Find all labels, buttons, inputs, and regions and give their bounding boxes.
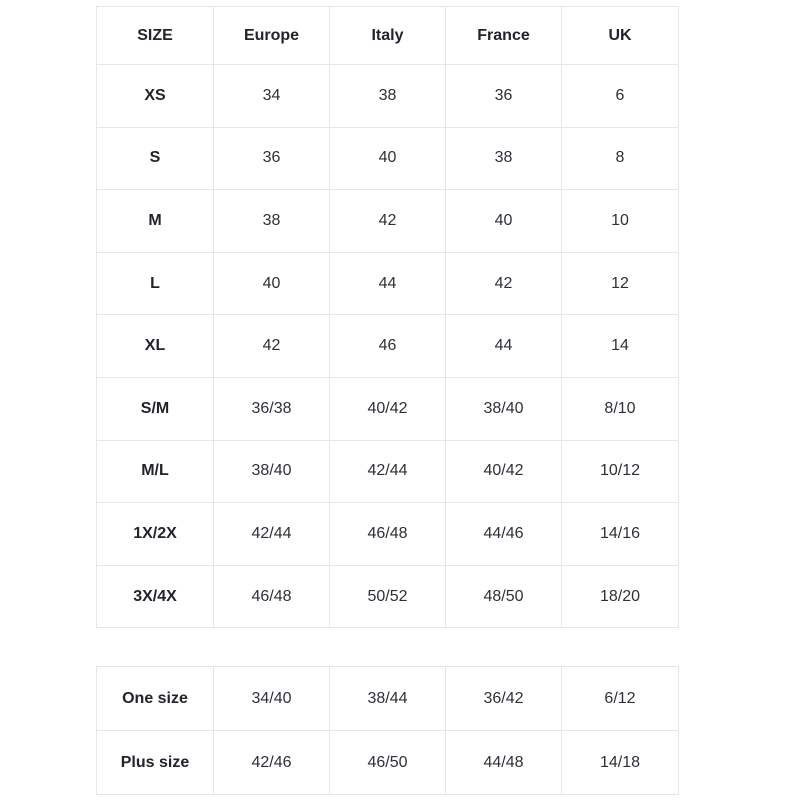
cell-uk: 12 [562, 252, 679, 315]
cell-uk: 18/20 [562, 565, 679, 628]
row-label: One size [97, 667, 214, 731]
column-header-italy: Italy [330, 7, 446, 65]
cell-italy: 46 [330, 315, 446, 378]
column-header-uk: UK [562, 7, 679, 65]
table-row [97, 252, 679, 315]
table-row [97, 440, 679, 503]
cell-france: 36/42 [446, 667, 562, 731]
row-label: S [97, 127, 214, 190]
table-row [97, 65, 679, 128]
cell-europe: 36/38 [214, 377, 330, 440]
cell-uk: 14/18 [562, 731, 679, 795]
cell-uk: 10/12 [562, 440, 679, 503]
column-header-europe: Europe [214, 7, 330, 65]
secondary-table-body [97, 667, 679, 795]
table-row [97, 127, 679, 190]
cell-france: 38/40 [446, 377, 562, 440]
column-header-france: France [446, 7, 562, 65]
cell-italy: 38/44 [330, 667, 446, 731]
secondary-size-table [96, 666, 679, 795]
table-row [97, 667, 679, 731]
row-label: XS [97, 65, 214, 128]
main-size-table [96, 6, 679, 628]
cell-europe: 42/46 [214, 731, 330, 795]
cell-europe: 40 [214, 252, 330, 315]
cell-uk: 10 [562, 190, 679, 253]
cell-uk: 6/12 [562, 667, 679, 731]
main-table-body [97, 65, 679, 628]
cell-europe: 42 [214, 315, 330, 378]
cell-uk: 14/16 [562, 503, 679, 566]
table-row [97, 565, 679, 628]
column-header-size: SIZE [97, 7, 214, 65]
row-label: 3X/4X [97, 565, 214, 628]
cell-europe: 34 [214, 65, 330, 128]
row-label: XL [97, 315, 214, 378]
cell-italy: 50/52 [330, 565, 446, 628]
cell-france: 44/48 [446, 731, 562, 795]
cell-uk: 14 [562, 315, 679, 378]
cell-uk: 8 [562, 127, 679, 190]
row-label: 1X/2X [97, 503, 214, 566]
row-label: M [97, 190, 214, 253]
table-row [97, 315, 679, 378]
main-table-header [97, 7, 679, 65]
row-label: Plus size [97, 731, 214, 795]
secondary-size-table-container [96, 666, 678, 795]
cell-europe: 46/48 [214, 565, 330, 628]
row-label: L [97, 252, 214, 315]
cell-italy: 42 [330, 190, 446, 253]
cell-france: 48/50 [446, 565, 562, 628]
table-row [97, 377, 679, 440]
cell-italy: 44 [330, 252, 446, 315]
cell-italy: 40 [330, 127, 446, 190]
cell-italy: 38 [330, 65, 446, 128]
cell-europe: 34/40 [214, 667, 330, 731]
cell-europe: 38/40 [214, 440, 330, 503]
cell-france: 40/42 [446, 440, 562, 503]
cell-france: 36 [446, 65, 562, 128]
cell-france: 38 [446, 127, 562, 190]
cell-europe: 36 [214, 127, 330, 190]
cell-italy: 40/42 [330, 377, 446, 440]
row-label: S/M [97, 377, 214, 440]
table-row [97, 731, 679, 795]
cell-europe: 38 [214, 190, 330, 253]
cell-europe: 42/44 [214, 503, 330, 566]
cell-italy: 46/48 [330, 503, 446, 566]
cell-uk: 8/10 [562, 377, 679, 440]
cell-france: 40 [446, 190, 562, 253]
table-row [97, 503, 679, 566]
table-row [97, 190, 679, 253]
cell-france: 42 [446, 252, 562, 315]
row-label: M/L [97, 440, 214, 503]
cell-france: 44/46 [446, 503, 562, 566]
cell-uk: 6 [562, 65, 679, 128]
main-size-table-container [96, 6, 678, 628]
cell-france: 44 [446, 315, 562, 378]
cell-italy: 46/50 [330, 731, 446, 795]
cell-italy: 42/44 [330, 440, 446, 503]
table-header-row [97, 7, 679, 65]
